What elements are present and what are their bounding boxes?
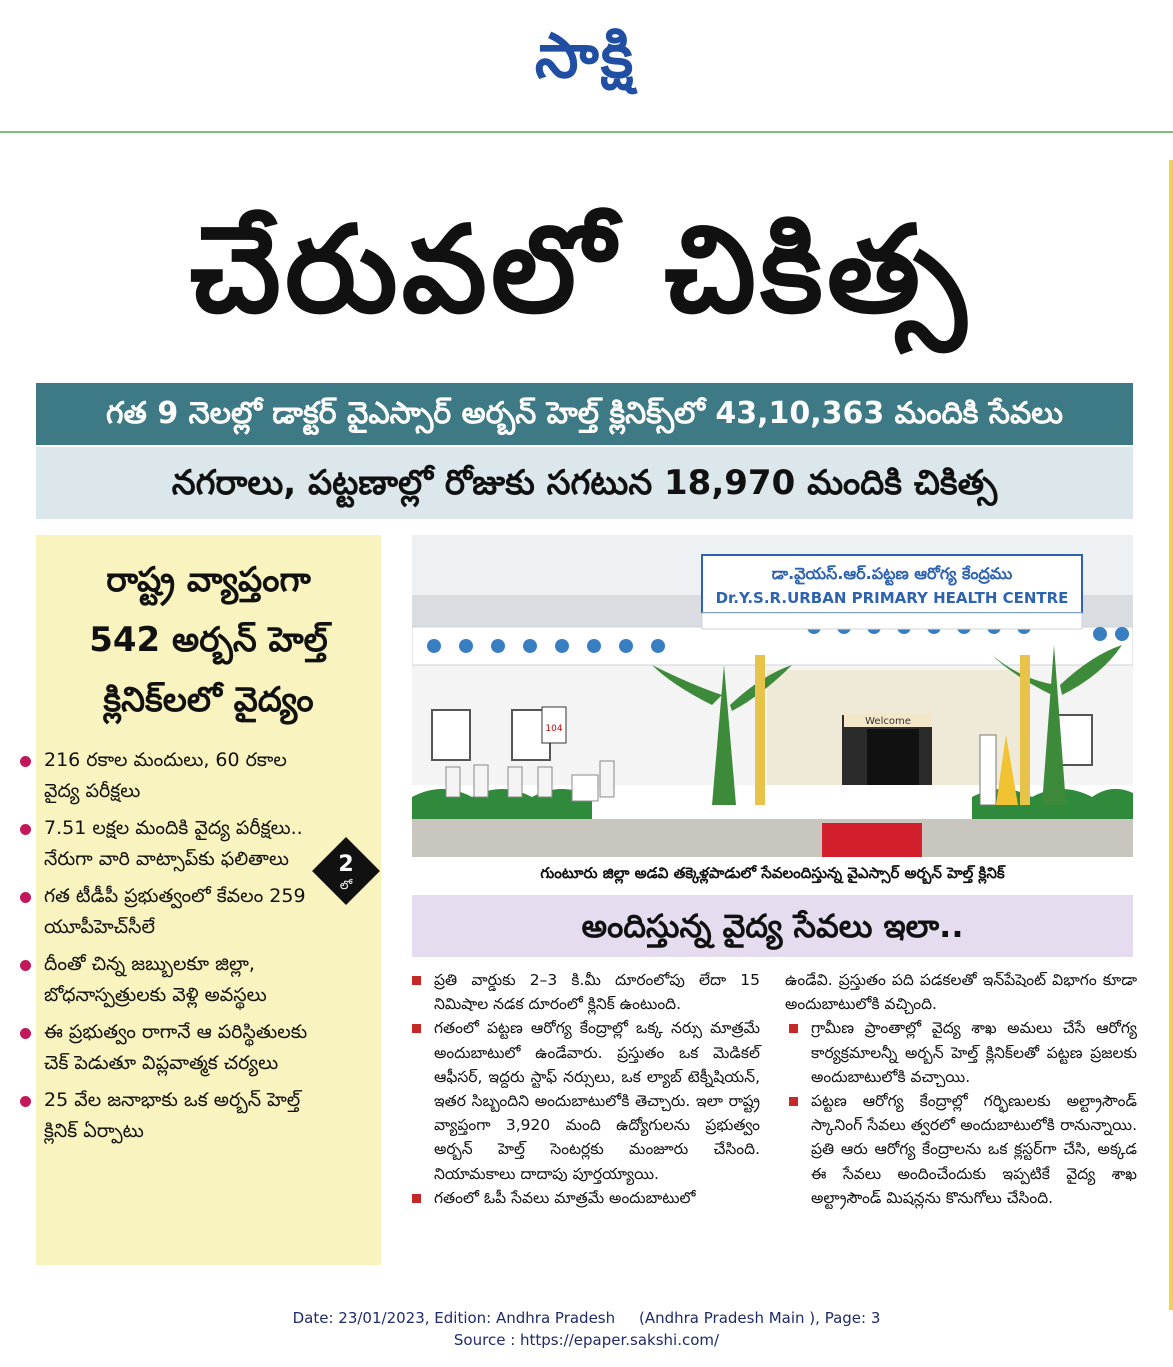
adjacent-article-edge (1169, 160, 1173, 1310)
service-item-continued: ఉండేవి. ప్రస్తుతం పది పడకలతో ఇన్‌పేషెంట్ విభాగం కూడా అందుబాటులోకి వచ్చింది. (785, 971, 1137, 1014)
bullet-square-icon (412, 976, 421, 985)
bullet-square-icon (789, 1024, 798, 1033)
bullet-square-icon (412, 1024, 421, 1033)
bullet-dot-icon (20, 1028, 31, 1039)
services-title: అందిస్తున్న వైద్య సేవలు ఇలా.. (412, 895, 1133, 957)
bullet-dot-icon (20, 756, 31, 767)
service-item: గ్రామీణ ప్రాంతాల్లో వైద్య శాఖ అమలు చేసే ఆరోగ్య కార్యక్రమాలన్నీ అర్బన్ హెల్త్ క్లినిక్‌లతో పట్టణ ప్రజలకు అందుబాటులోకి వచ్చాయి. (785, 1016, 1137, 1089)
services-column-right (785, 968, 1137, 1210)
masthead (0, 0, 1173, 135)
source-link[interactable]: Source : https://epaper.sakshi.com/ (453, 1331, 720, 1349)
subhead-secondary: నగరాలు, పట్టణాల్లో రోజుకు సగటున 18,970 మందికి చికిత్స (36, 447, 1133, 519)
sidebar-heading-line: 542 అర్బన్ హెల్త్ (89, 620, 328, 660)
page-reference-number: 2 (338, 852, 354, 877)
service-item: ప్రతి వార్డుకు 2–3 కి.మీ దూరంలోపు లేదా 15 నిమిషాల నడక దూరంలో క్లినిక్ ఉంటుంది. (408, 968, 760, 1016)
service-item: గతంలో ఓపీ సేవలు మాత్రమే అందుబాటులో (408, 1186, 760, 1210)
number-board-text: 104 (545, 724, 563, 734)
bullet-square-icon (789, 1097, 798, 1106)
sidebar-heading-line: క్లినిక్‌లలో వైద్యం (103, 680, 314, 720)
sidebar-bullet: 7.51 లక్షల మందికి వైద్య పరీక్షలు.. నేరుగా వారి వాట్సాప్‌కు ఫలితాలు (20, 813, 320, 875)
bullet-dot-icon (20, 960, 31, 971)
sign-telugu-text: డా.వైయస్.ఆర్.పట్టణ ఆరోగ్య కేంద్రము (771, 564, 1013, 583)
bullet-square-icon (412, 1194, 421, 1203)
service-item: పట్టణ ఆరోగ్య కేంద్రాల్లో గర్భిణులకు అల్ట్రాసౌండ్ స్కానింగ్ సేవలు త్వరలో అందుబాటులోకి రానున్నాయి. ప్రతి ఆరు ఆరోగ్య కేంద్రాలను ఒక క్లస్టర్‌గా చేసి, అక్కడ ఈ సేవలు అందించేందుకు ఇప్పటికే వైద్య శాఖ అల్ట్రాసౌండ్ మిషన్లను కొనుగోలు చేసింది. (785, 1089, 1137, 1210)
sidebar-heading-line: రాష్ట్ర వ్యాప్తంగా (106, 560, 311, 600)
bullet-dot-icon (20, 1096, 31, 1107)
page-footer (0, 1307, 1173, 1351)
sidebar-bullet: ఈ ప్రభుత్వం రాగానే ఆ పరిస్థితులకు చెక్ పెడుతూ విప్లవాత్మక చర్యలు (20, 1017, 320, 1079)
headline: చేరువలో చికిత్స (189, 199, 971, 340)
sidebar-bullet-list (20, 745, 320, 1153)
services-column-left (408, 968, 760, 1210)
page-reference (322, 847, 370, 895)
masthead-divider (0, 131, 1173, 133)
welcome-banner-text: Welcome (865, 716, 911, 727)
sidebar-bullet: 25 వేల జనాభాకు ఒక అర్బన్ హెల్త్ క్లినిక్ ఏర్పాటు (20, 1085, 320, 1147)
sidebar-bullet: గత టీడీపీ ప్రభుత్వంలో కేవలం 259 యూపీహెచ్‌సీలే (20, 881, 320, 943)
sidebar-bullet: 216 రకాల మందులు, 60 రకాల వైద్య పరీక్షలు (20, 745, 320, 807)
edition-info: Date: 23/01/2023, Edition: Andhra Pradesh (Andhra Pradesh Main ), Page: 3 (292, 1309, 881, 1327)
page-reference-suffix: లో (339, 878, 353, 892)
clinic-photo-illustration (412, 535, 1133, 857)
clinic-photo (412, 535, 1133, 857)
photo-caption: గుంటూరు జిల్లా అడవి తక్కెళ్లపాడులో సేవలందిస్తున్న వైఎస్సార్ అర్బన్ హెల్త్ క్లినిక్ (540, 864, 1005, 882)
bullet-dot-icon (20, 892, 31, 903)
sidebar-bullet: దీంతో చిన్న జబ్బులకూ జిల్లా, బోధనాస్పత్రులకు వెళ్లి అవస్థలు (20, 949, 320, 1011)
service-item: గతంలో పట్టణ ఆరోగ్య కేంద్రాల్లో ఒక్క నర్సు మాత్రమే అందుబాటులో ఉండేవారు. ప్రస్తుతం ఒక మెడికల్ ఆఫీసర్, ఇద్దరు స్టాఫ్ నర్సులు, ఒక ల్యాబ్ టెక్నీషియన్, ఇతర సిబ్బందిని అందుబాటులోకి తెచ్చారు. ఇలా రాష్ట్ర వ్యాప్తంగా 3,920 మంది ఉద్యోగులను ప్రభుత్వం అర్బన్ హెల్త్ సెంటర్లకు మంజూరు చేసింది. నియామకాలు దాదాపు పూర్తయ్యాయి. (408, 1016, 760, 1185)
sakshi-logo: సాక్షి (534, 19, 636, 92)
sign-english-text: Dr.Y.S.R.URBAN PRIMARY HEALTH CENTRE (715, 589, 1069, 607)
sidebar-heading (36, 550, 381, 730)
bullet-dot-icon (20, 824, 31, 835)
subhead-primary: గత 9 నెలల్లో డాక్టర్ వైఎస్సార్ అర్బన్ హెల్త్ క్లినిక్స్‌లో 43,10,363 మందికి సేవలు (36, 383, 1133, 445)
